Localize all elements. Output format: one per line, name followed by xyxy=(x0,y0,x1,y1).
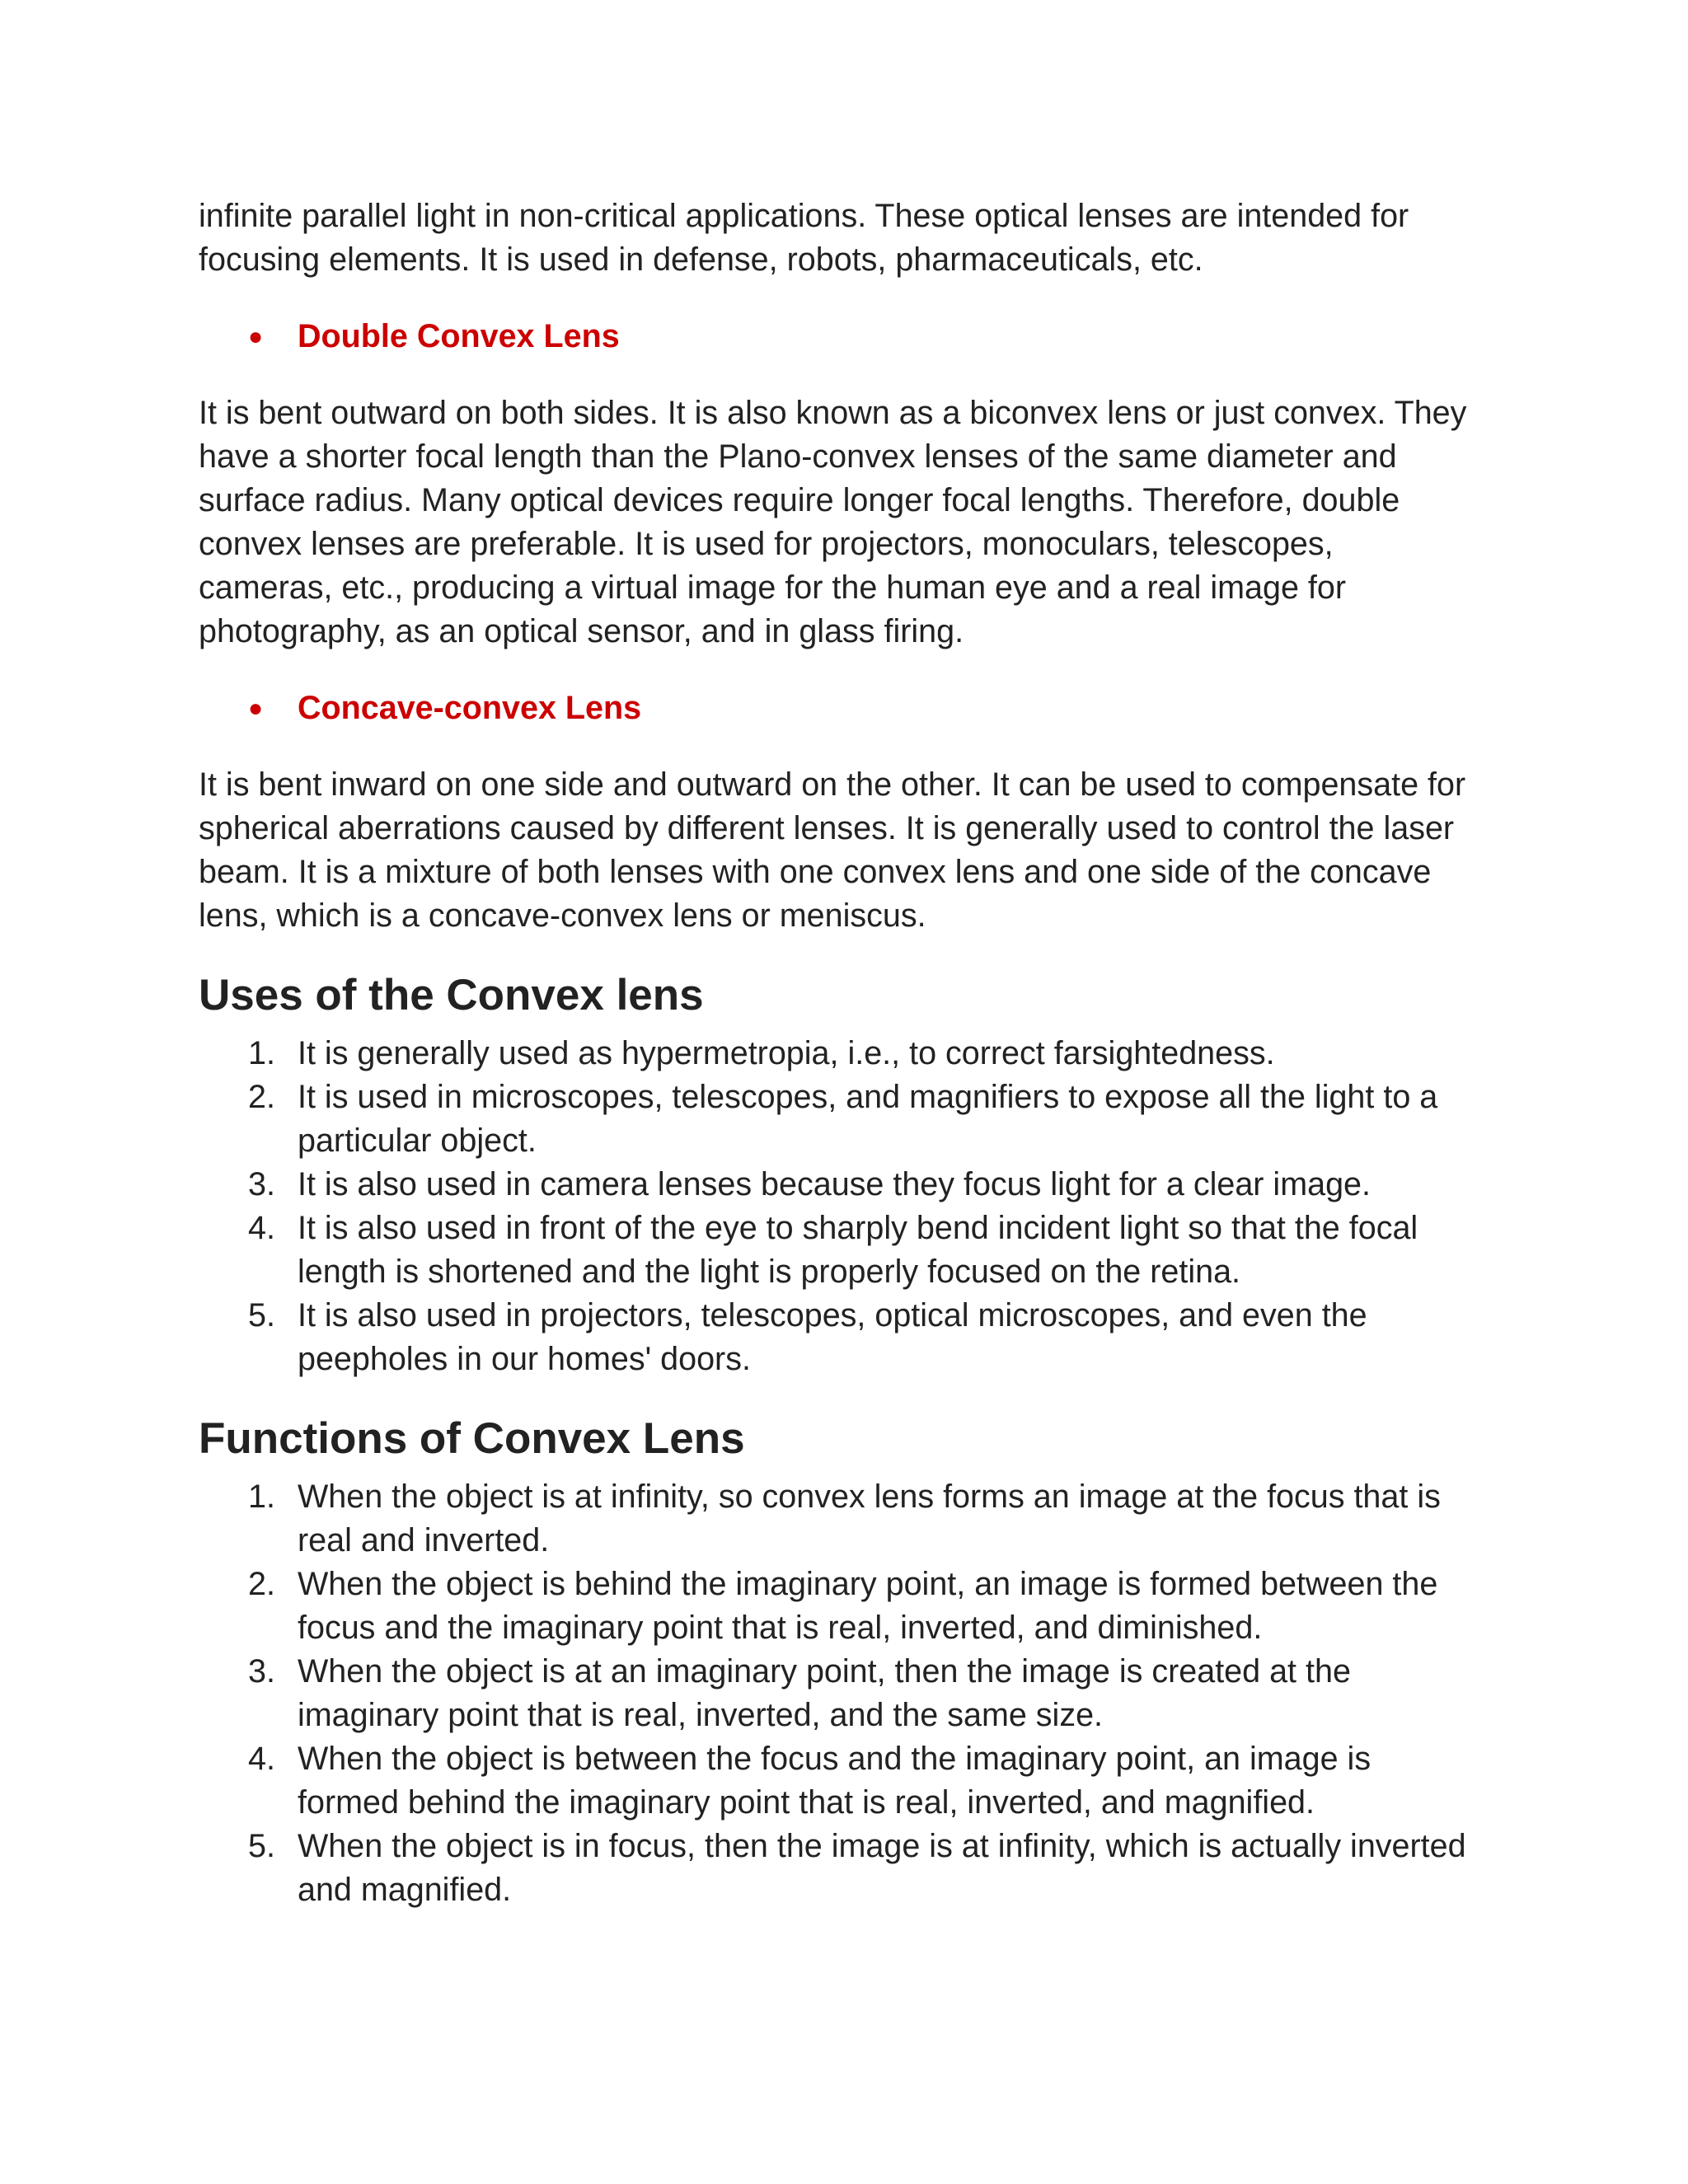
list-line: particular object. xyxy=(298,1122,537,1159)
uses-list xyxy=(199,1032,1501,1381)
list-line: When the object is at infinity, so convex lens forms an image at the focus that is xyxy=(298,1479,1441,1515)
list-line: It is generally used as hypermetropia, i.e., to correct farsightedness. xyxy=(298,1035,1275,1071)
double-convex-paragraph xyxy=(199,391,1501,654)
document-page xyxy=(199,194,1501,1912)
list-item xyxy=(199,1207,1501,1294)
double-convex-bullet xyxy=(199,315,1501,359)
list-line: When the object is at an imaginary point, then the image is created at the xyxy=(298,1653,1351,1690)
list-item xyxy=(199,1737,1501,1825)
list-item xyxy=(199,1825,1501,1912)
list-item xyxy=(199,1032,1501,1076)
list-line: imaginary point that is real, inverted, and the same size. xyxy=(298,1697,1104,1733)
bullet-icon: ● xyxy=(248,323,264,350)
list-item xyxy=(199,1163,1501,1207)
list-line: and magnified. xyxy=(298,1872,512,1908)
list-item xyxy=(199,1650,1501,1737)
bullet-icon: ● xyxy=(248,695,264,722)
functions-list xyxy=(199,1475,1501,1912)
paragraph-line: have a shorter focal length than the Plano-convex lenses of the same diameter and xyxy=(199,438,1397,475)
paragraph-line: It is bent inward on one side and outward on the other. It can be used to compensate for xyxy=(199,766,1466,803)
list-number: 2. xyxy=(248,1079,275,1115)
paragraph-line: surface radius. Many optical devices require longer focal lengths. Therefore, double xyxy=(199,482,1400,518)
list-line: When the object is between the focus and the imaginary point, an image is xyxy=(298,1741,1372,1777)
list-line: real and inverted. xyxy=(298,1522,550,1558)
list-line: It is also used in camera lenses because they focus light for a clear image. xyxy=(298,1166,1371,1202)
list-number: 1. xyxy=(248,1035,275,1071)
list-number: 4. xyxy=(248,1741,275,1777)
paragraph-line: spherical aberrations caused by different lenses. It is generally used to control the laser xyxy=(199,810,1455,846)
list-item xyxy=(199,1563,1501,1650)
list-line: It is also used in projectors, telescopes, optical microscopes, and even the xyxy=(298,1297,1367,1333)
paragraph-line: It is bent outward on both sides. It is also known as a biconvex lens or just convex. They xyxy=(199,395,1467,431)
list-item xyxy=(199,1475,1501,1563)
intro-line-2: focusing elements. It is used in defense, robots, pharmaceuticals, etc. xyxy=(199,241,1203,278)
concave-convex-bullet xyxy=(199,687,1501,730)
concave-convex-paragraph xyxy=(199,763,1501,938)
list-line: peepholes in our homes' doors. xyxy=(298,1341,751,1377)
paragraph-line: lens, which is a concave-convex lens or meniscus. xyxy=(199,898,926,934)
list-number: 3. xyxy=(248,1166,275,1202)
paragraph-line: photography, as an optical sensor, and in glass firing. xyxy=(199,613,964,649)
list-number: 3. xyxy=(248,1653,275,1690)
list-number: 1. xyxy=(248,1479,275,1515)
list-number: 5. xyxy=(248,1297,275,1333)
list-item xyxy=(199,1294,1501,1381)
list-number: 4. xyxy=(248,1210,275,1246)
list-line: formed behind the imaginary point that is real, inverted, and magnified. xyxy=(298,1784,1315,1821)
concave-convex-title: Concave-convex Lens xyxy=(298,690,642,726)
list-line: focus and the imaginary point that is real, inverted, and diminished. xyxy=(298,1610,1263,1646)
list-number: 2. xyxy=(248,1566,275,1602)
uses-heading: Uses of the Convex lens xyxy=(199,971,704,1019)
list-item xyxy=(199,1076,1501,1163)
functions-heading: Functions of Convex Lens xyxy=(199,1414,745,1463)
list-line: It is also used in front of the eye to sharply bend incident light so that the focal xyxy=(298,1210,1418,1246)
list-line: length is shortened and the light is properly focused on the retina. xyxy=(298,1254,1241,1290)
intro-paragraph xyxy=(199,194,1501,282)
intro-line-1: infinite parallel light in non-critical applications. These optical lenses are intended for xyxy=(199,198,1409,234)
list-line: When the object is in focus, then the image is at infinity, which is actually inverted xyxy=(298,1828,1466,1864)
list-line: When the object is behind the imaginary point, an image is formed between the xyxy=(298,1566,1438,1602)
list-number: 5. xyxy=(248,1828,275,1864)
double-convex-title: Double Convex Lens xyxy=(298,318,620,354)
list-line: It is used in microscopes, telescopes, and magnifiers to expose all the light to a xyxy=(298,1079,1438,1115)
paragraph-line: convex lenses are preferable. It is used for projectors, monoculars, telescopes, xyxy=(199,526,1334,562)
paragraph-line: cameras, etc., producing a virtual image for the human eye and a real image for xyxy=(199,569,1347,606)
paragraph-line: beam. It is a mixture of both lenses with one convex lens and one side of the concave xyxy=(199,854,1432,890)
